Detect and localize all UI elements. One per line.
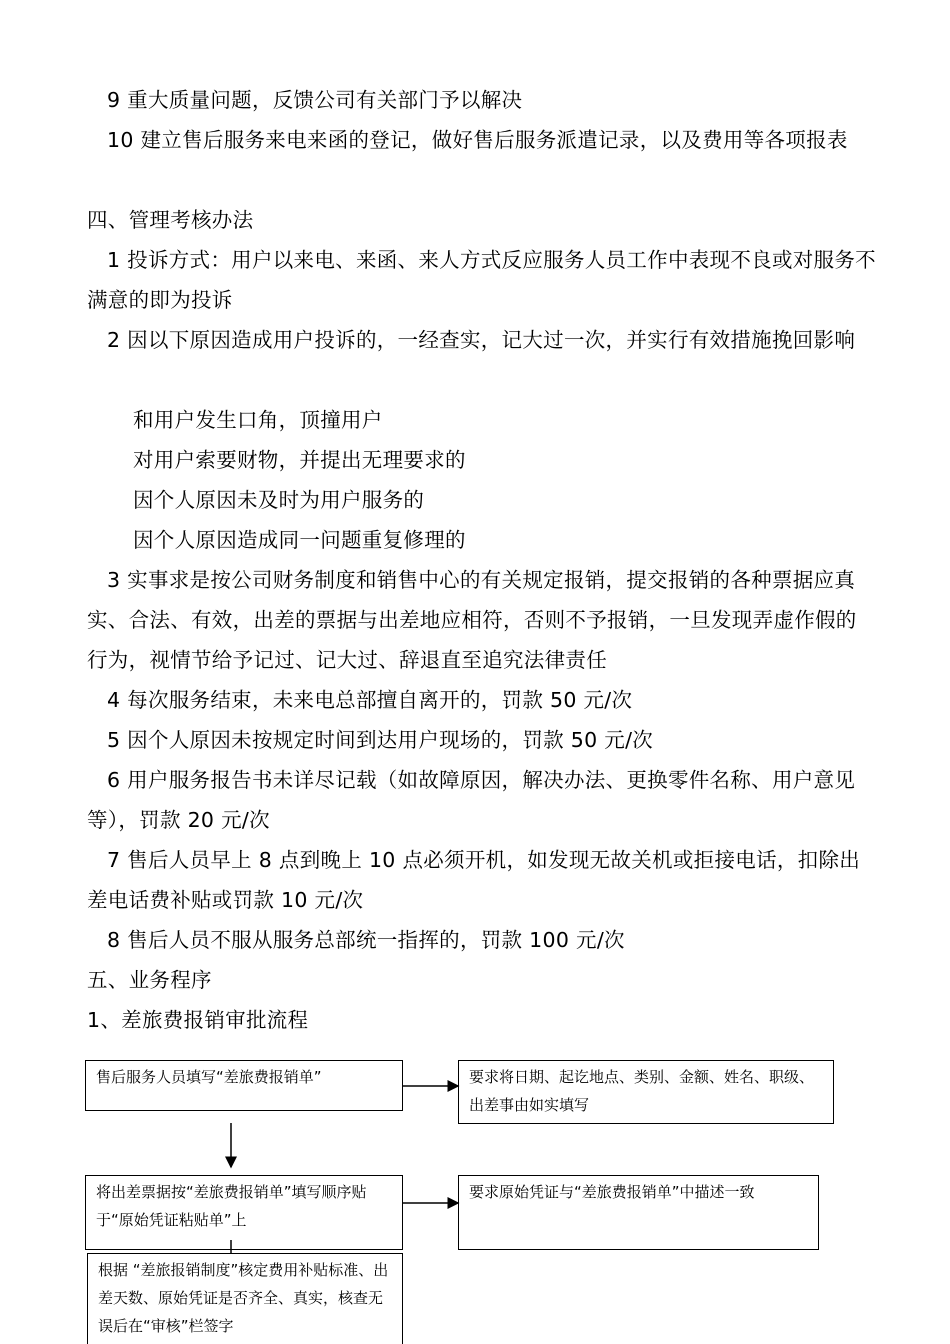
flow-step-1-text: 售后服务人员填写“差旅费报销单”	[96, 1068, 322, 1086]
flow-step-3	[87, 1253, 403, 1344]
rule-2-sub-d: 因个人原因造成同一问题重复修理的	[133, 528, 466, 552]
subsection-heading-1: 1、差旅费报销审批流程	[87, 1008, 309, 1032]
flow-step-1	[85, 1060, 403, 1111]
rule-5: 5 因个人原因未按规定时间到达用户现场的，罚款 50 元/次	[107, 728, 654, 752]
rule-3: 3 实事求是按公司财务制度和销售中心的有关规定报销，提交报销的各种票据应真实、合法、有效，出差的票据与出差地应相符，否则不予报销，一旦发现弄虚作假的行为，视情节给予记过、记大过、辞退直至追究法律责任	[87, 568, 857, 672]
flow-note-1-text: 要求将日期、起讫地点、类别、金额、姓名、职级、出差事由如实填写	[469, 1068, 815, 1114]
flow-step-2-text: 将出差票据按“差旅费报销单”填写顺序贴于“原始凭证粘贴单”上	[96, 1183, 367, 1229]
item-9: 9 重大质量问题，反馈公司有关部门予以解决	[107, 88, 523, 112]
rule-2-sub-a: 和用户发生口角，顶撞用户	[133, 408, 383, 432]
flow-note-2-text: 要求原始凭证与“差旅费报销单”中描述一致	[469, 1183, 755, 1201]
flow-note-2	[458, 1175, 819, 1250]
section-heading-5: 五、业务程序	[87, 968, 212, 992]
flow-note-1	[458, 1060, 834, 1124]
section-heading-4: 四、管理考核办法	[87, 208, 254, 232]
rule-7: 7 售后人员早上 8 点到晚上 10 点必须开机，如发现无故关机或拒接电话，扣除出差电话费补贴或罚款 10 元/次	[87, 848, 861, 912]
item-10: 10 建立售后服务来电来函的登记，做好售后服务派遣记录，以及费用等各项报表	[107, 128, 848, 152]
rule-8: 8 售后人员不服从服务总部统一指挥的，罚款 100 元/次	[107, 928, 625, 952]
rule-2: 2 因以下原因造成用户投诉的，一经查实，记大过一次，并实行有效措施挽回影响	[107, 328, 856, 352]
flow-step-2	[85, 1175, 403, 1250]
flow-step-3-text: 根据 “差旅报销制度”核定费用补贴标准、出差天数、原始凭证是否齐全、真实，核查无误后在“审核”栏签字	[98, 1261, 389, 1335]
rule-1: 1 投诉方式：用户以来电、来函、来人方式反应服务人员工作中表现不良或对服务不满意的即为投诉	[87, 248, 876, 312]
rule-6: 6 用户服务报告书未详尽记载（如故障原因，解决办法、更换零件名称、用户意见等），罚款 20 元/次	[87, 768, 856, 832]
rule-4: 4 每次服务结束，未来电总部擅自离开的，罚款 50 元/次	[107, 688, 633, 712]
rule-2-sub-c: 因个人原因未及时为用户服务的	[133, 488, 425, 512]
rule-2-sub-b: 对用户索要财物，并提出无理要求的	[133, 448, 466, 472]
